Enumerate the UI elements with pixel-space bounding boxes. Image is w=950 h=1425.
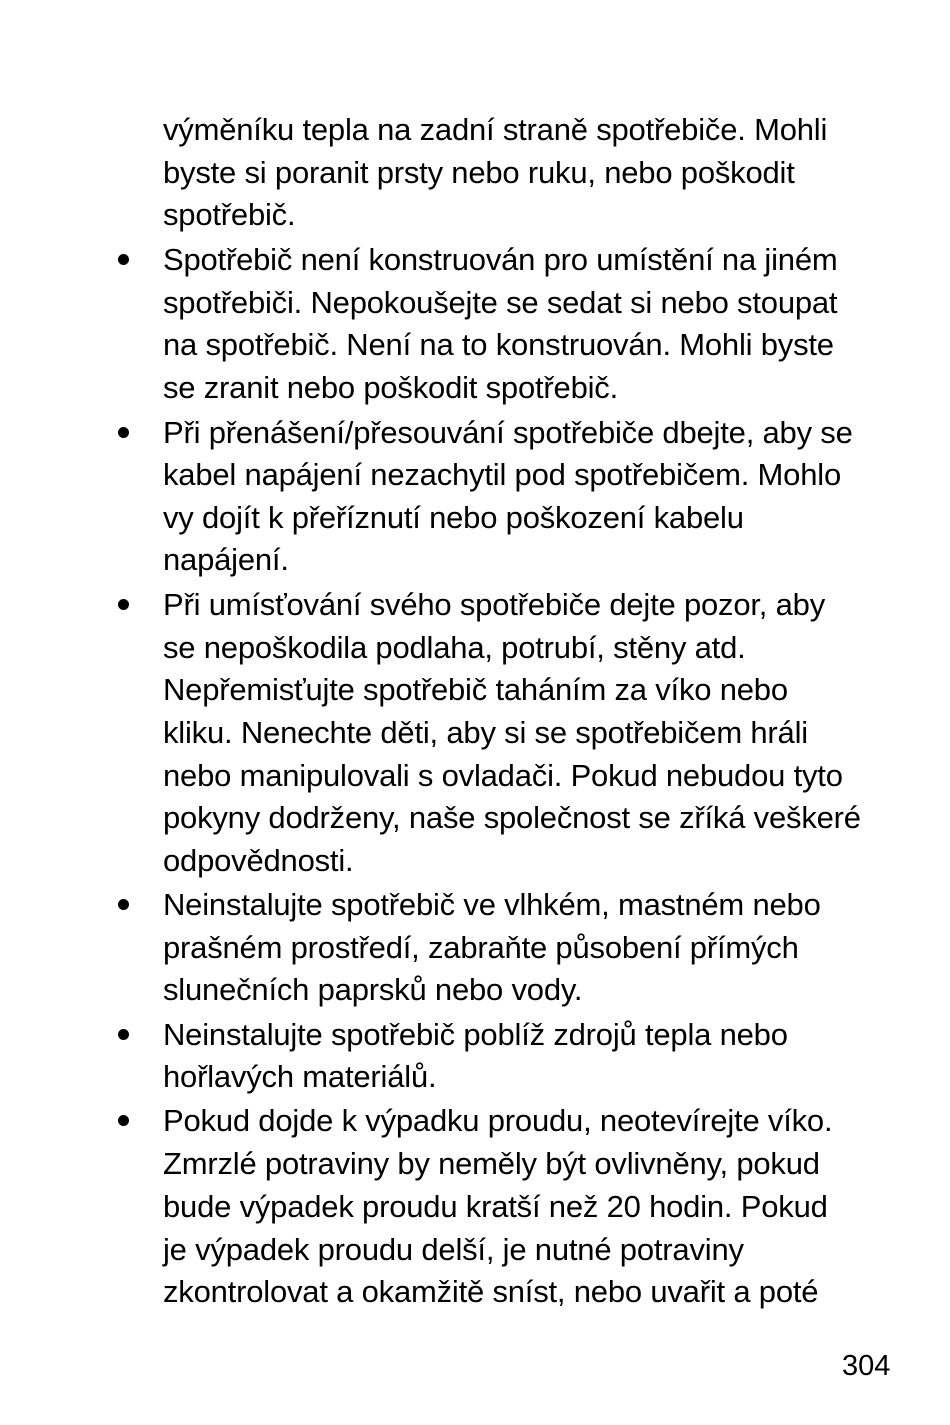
page-number: 304 <box>842 1350 891 1382</box>
bullet-icon <box>118 254 129 265</box>
bullet-line: bude výpadek proudu kratší než 20 hodin. Pokud <box>163 1189 828 1224</box>
intro-line: byste si poranit prsty nebo ruku, nebo poškodit <box>163 155 795 190</box>
bullet-line: Pokud dojde k výpadku proudu, neotevírejte víko. <box>163 1103 833 1138</box>
intro-line: spotřebič. <box>163 197 296 232</box>
intro-line: výměníku tepla na zadní straně spotřebiče. Mohli <box>163 112 828 147</box>
bullet-line: Při přenášení/přesouvání spotřebiče dbejte, aby se <box>163 415 853 450</box>
bullet-icon <box>118 427 129 438</box>
bullet-line: Neinstalujte spotřebič poblíž zdrojů tepla nebo <box>163 1017 788 1052</box>
bullet-icon <box>118 1029 129 1040</box>
bullet-line: se zranit nebo poškodit spotřebič. <box>163 370 619 405</box>
bullet-line: spotřebiči. Nepokoušejte se sedat si nebo stoupat <box>163 285 838 320</box>
bullet-line: na spotřebič. Není na to konstruován. Mohli byste <box>163 327 834 362</box>
bullet-line: napájení. <box>163 542 289 577</box>
bullet-line: Neinstalujte spotřebič ve vlhkém, mastném nebo <box>163 887 821 922</box>
bullet-line: kabel napájení nezachytil pod spotřebičem. Mohlo <box>163 457 841 492</box>
bullet-line: Při umísťování svého spotřebiče dejte pozor, aby <box>163 587 826 622</box>
bullet-line: kliku. Nenechte děti, aby si se spotřebičem hráli <box>163 715 808 750</box>
bullet-line: pokyny dodrženy, naše společnost se zříká veškeré <box>163 800 861 835</box>
bullet-line: nebo manipulovali s ovladači. Pokud nebudou tyto <box>163 758 843 793</box>
bullet-icon <box>118 1115 129 1126</box>
bullet-line: odpovědnosti. <box>163 843 354 878</box>
bullet-line: se nepoškodila podlaha, potrubí, stěny atd. <box>163 630 746 665</box>
bullet-line: je výpadek proudu delší, je nutné potraviny <box>163 1232 744 1267</box>
bullet-icon <box>118 599 129 610</box>
bullet-line: slunečních paprsků nebo vody. <box>163 972 583 1007</box>
bullet-line: Spotřebič není konstruován pro umístění na jiném <box>163 242 838 277</box>
bullet-line: prašném prostředí, zabraňte působení přímých <box>163 930 799 965</box>
bullet-icon <box>118 899 129 910</box>
bullet-line: Zmrzlé potraviny by neměly být ovlivněny, pokud <box>163 1146 820 1181</box>
bullet-line: hořlavých materiálů. <box>163 1059 437 1094</box>
bullet-line: vy dojít k přeříznutí nebo poškození kabelu <box>163 500 744 535</box>
bullet-line: zkontrolovat a okamžitě sníst, nebo uvařit a poté <box>163 1274 819 1309</box>
bullet-line: Nepřemisťujte spotřebič taháním za víko nebo <box>163 672 788 707</box>
